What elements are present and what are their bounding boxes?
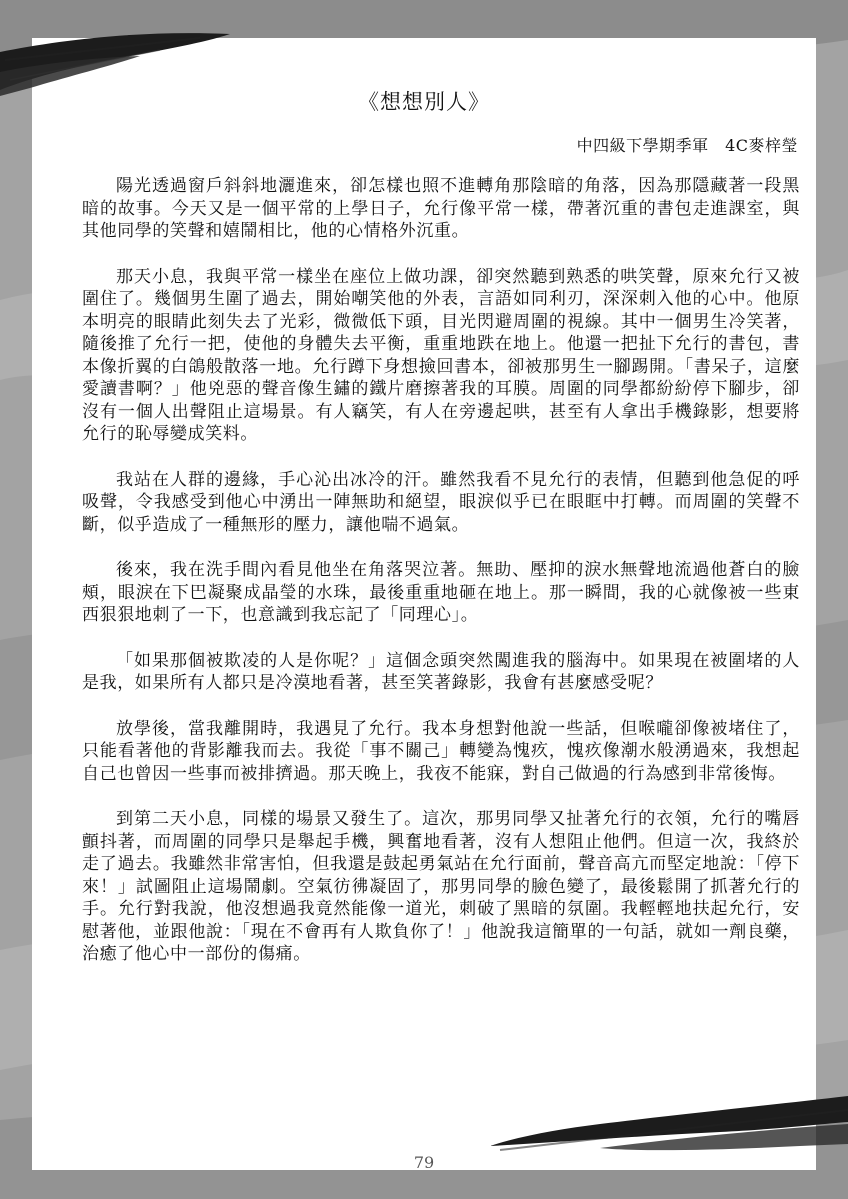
paragraph: 我站在人群的邊緣，手心沁出冰冷的汗。雖然我看不見允行的表情，但聽到他急促的呼吸聲，令我感受到他心中湧出一陣無助和絕望，眼淚似乎已在眼眶中打轉。而周圍的笑聲不斷，似乎造成了一種無形的壓力，讓他喘不過氣。 xyxy=(82,469,800,535)
essay-body xyxy=(82,175,800,989)
paragraph: 後來，我在洗手間內看見他坐在角落哭泣著。無助、壓抑的淚水無聲地流過他蒼白的臉頰，眼淚在下巴凝聚成晶瑩的水珠，最後重重地砸在地上。那一瞬間，我的心就像被一些東西狠狠地刺了一下，也意識到我忘記了「同理心」。 xyxy=(82,560,800,625)
page-number: 79 xyxy=(413,1153,435,1172)
author-line: 中四級下學期季軍 4C麥梓瑩 xyxy=(576,136,798,155)
document-title: 《想想別人》 xyxy=(358,90,490,114)
paragraph: 放學後，當我離開時，我遇見了允行。我本身想對他說一些話，但喉嚨卻像被堵住了，只能看著他的背影離我而去。我從「事不關己」轉變為愧疚，愧疚像潮水般湧過來，我想起自己也曾因一些事而被排擠過。那天晚上，我夜不能寐，對自己做過的行為感到非常後悔。 xyxy=(82,718,800,784)
paragraph: 陽光透過窗戶斜斜地灑進來，卻怎樣也照不進轉角那陰暗的角落，因為那隱藏著一段黑暗的故事。今天又是一個平常的上學日子，允行像平常一樣，帶著沉重的書包走進課室，與其他同學的笑聲和嬉鬧相比，他的心情格外沉重。 xyxy=(82,176,800,241)
paragraph: 「如果那個被欺凌的人是你呢？」這個念頭突然闖進我的腦海中。如果現在被圍堵的人是我，如果所有人都只是冷漠地看著，甚至笑著錄影，我會有甚麼感受呢？ xyxy=(82,650,800,693)
paragraph: 到第二天小息，同樣的場景又發生了。這次，那男同學又扯著允行的衣領，允行的嘴唇顫抖著，而周圍的同學只是舉起手機，興奮地看著，沒有人想阻止他們。但這一次，我終於走了過去。我雖然非常害怕，但我還是鼓起勇氣站在允行面前，聲音高亢而堅定地說：「停下來！」試圖阻止這場鬧劇。空氣彷彿凝固了，那男同學的臉色變了，最後鬆開了抓著允行的手。允行對我說，他沒想過我竟然能像一道光，刺破了黑暗的氛圍。我輕輕地扶起允行，安慰著他，並跟他說：「現在不會再有人欺負你了！」他說我這簡單的一句話，就如一劑良藥，治癒了他心中一部份的傷痛。 xyxy=(82,809,800,964)
paragraph: 那天小息，我與平常一樣坐在座位上做功課，卻突然聽到熟悉的哄笑聲，原來允行又被圍住了。幾個男生圍了過去，開始嘲笑他的外表，言語如同利刃，深深刺入他的心中。他原本明亮的眼睛此刻失去了光彩，微微低下頭，目光閃避周圍的視線。其中一個男生冷笑著，隨後推了允行一把，使他的身體失去平衡，重重地跌在地上。他還一把扯下允行的書包，書本像折翼的白鴿般散落一地。允行蹲下身想撿回書本，卻被那男生一腳踢開。「書呆子，這麼愛讀書啊？」他兇惡的聲音像生鏽的鐵片磨擦著我的耳膜。周圍的同學都紛紛停下腳步，卻沒有一個人出聲阻止這場景。有人竊笑，有人在旁邊起哄，甚至有人拿出手機錄影，想要將允行的恥辱變成笑料。 xyxy=(82,266,800,444)
